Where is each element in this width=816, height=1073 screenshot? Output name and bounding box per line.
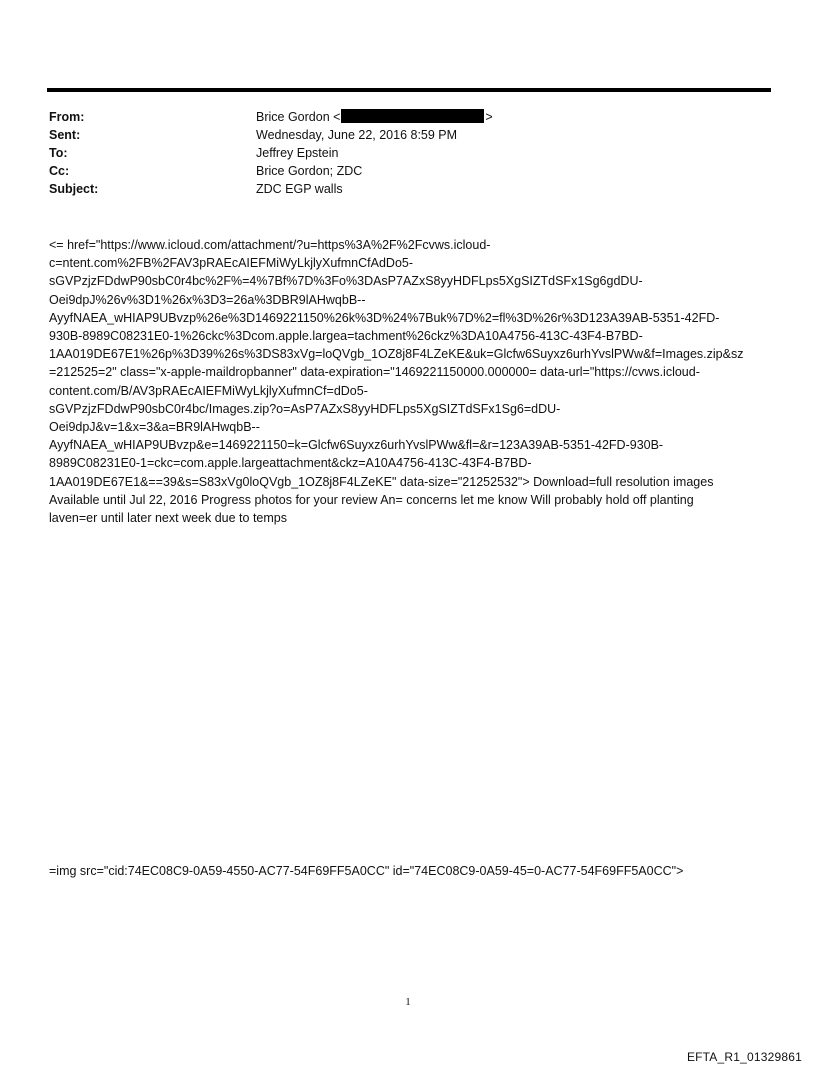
sender-name: Brice Gordon < [256, 110, 341, 124]
from-label: From: [49, 110, 85, 124]
page-number: 1 [405, 996, 411, 1008]
to-label: To: [49, 146, 68, 160]
sender-address-end: > [485, 110, 493, 124]
cc-value: Brice Gordon; ZDC [256, 164, 363, 178]
cc-label: Cc: [49, 164, 70, 178]
header-rule [47, 88, 771, 92]
subject-row [49, 180, 749, 198]
sent-row [49, 126, 749, 144]
sent-label: Sent: [49, 128, 81, 142]
from-row [49, 108, 749, 126]
sent-value: Wednesday, June 22, 2016 8:59 PM [256, 128, 458, 142]
subject-value: ZDC EGP walls [256, 182, 343, 196]
embedded-image-tag: =img src="cid:74EC08C9-0A59-4550-AC77-54F69FF5A0CC" id="74EC08C9-0A59-45=0-AC77-54F69FF5A0CC"> [49, 864, 684, 878]
email-body: <= href="https://www.icloud.com/attachment/?u=https%3A%2F%2Fcvws.icloud- c=ntent.com%2FB%2FAV3pRAEcAIEFMiWyLkjlyXufmnCfAdDo5- sGVPzjzFDdwP90sbC0r4bc%2F%=4%7Bf%7D%3Fo%3DAsP7AZxS8yyHDFLps5XgSIZTdSFx1Sg6gdDU- Oei9dpJ%26v%3D1%26x%3D3=26a%3DBR9lAHwqbB-- AyyfNAEA_wHIAP9UBvzp%26e%3D1469221150%26k%3D%24%7Buk%7D%2=fl%3D%26r%3D123A39AB-5351-42FD- 930B-8989C08231E0-1%26ckc%3Dcom.apple.largea=tachment%26ckz%3DA10A4756-413C-43F4-B7BD- 1AA019DE67E1%26p%3D39%26s%3DS83xVg=loQVgb_1OZ8j8F4LZeKE&uk=Glcfw6Suyxz6urhYvslPWw&f=Images.zip&sz =212525=2" class="x-apple-maildropbanner" data-expiration="1469221150000.000000= data-url="https://cvws.icloud- content.com/B/AV3pRAEcAIEFMiWyLkjlyXufmnCf=dDo5- sGVPzjzFDdwP90sbC0r4bc/Images.zip?o=AsP7AZxS8yyHDFLps5XgSIZTdSFx1Sg6=dDU- Oei9dpJ&v=1&x=3&a=BR9lAHwqbB-- AyyfNAEA_wHIAP9UBvzp&e=1469221150=k=Glcfw6Suyxz6urhYvslPWw&fl=&r=123A39AB-5351-42FD-930B- 8989C08231E0-1=ckc=com.apple.largeattachment&ckz=A10A4756-413C-43F4-B7BD- 1AA019DE67E1&==39&s=S83xVg0loQVgb_1OZ8j8F4LZeKE" data-size="21252532"> Download=full resolution images Available until Jul 22, 2016 Progress photos for your review An= concerns let me know Will probably hold off planting laven=er until later next week due to temps [49, 238, 744, 526]
subject-label: Subject: [49, 182, 99, 196]
bates-number: EFTA_R1_01329861 [686, 1050, 802, 1064]
to-row [49, 144, 749, 162]
email-header [49, 108, 749, 198]
from-value [256, 108, 749, 126]
cc-row [49, 162, 749, 180]
to-value: Jeffrey Epstein [256, 146, 339, 160]
redaction-box [341, 109, 484, 123]
